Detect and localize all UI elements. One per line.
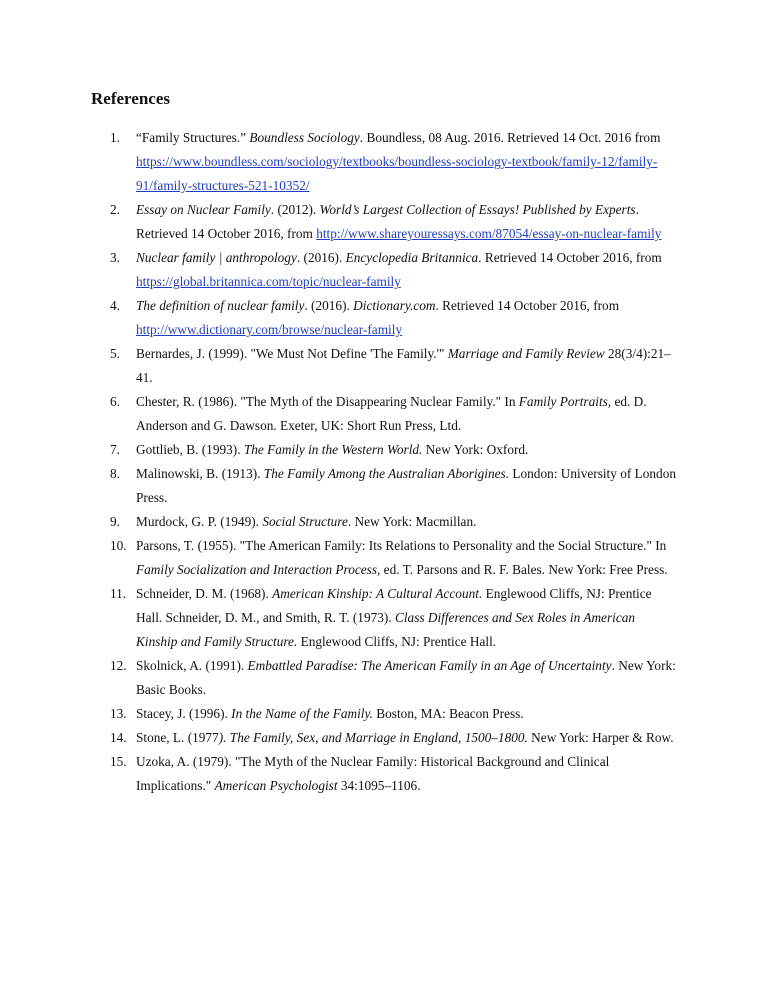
reference-text-segment: Gottlieb, B. (1993). [136, 442, 244, 457]
reference-text-segment: Murdock, G. P. (1949). [136, 514, 263, 529]
reference-number: 1. [110, 130, 120, 145]
reference-number: 15. [110, 754, 127, 769]
reference-text-segment: . New York: Macmillan. [347, 514, 477, 529]
reference-text-segment: Boston, MA: Beacon Press. [372, 706, 524, 721]
reference-item [0, 582, 768, 654]
reference-number: 11. [110, 586, 127, 601]
reference-title-italic: Marriage and Family Review [447, 346, 605, 361]
reference-number: 4. [110, 298, 120, 313]
reference-item [0, 342, 768, 390]
reference-title-italic: Family Portraits, [518, 394, 612, 409]
reference-item [0, 726, 768, 750]
reference-item [0, 294, 768, 342]
reference-title-italic: Family Socialization and Interaction Process, [136, 562, 381, 577]
reference-number: 6. [110, 394, 120, 409]
reference-title-italic: The Family in the Western World. [243, 442, 423, 457]
reference-title-italic: Essay on Nuclear Family [136, 202, 271, 217]
reference-text [136, 198, 678, 246]
reference-text-segment: Bernardes, J. (1999). "We Must Not Define 'The Family.'" [136, 346, 448, 361]
reference-title-italic: American Kinship: A Cultural Account. [272, 586, 483, 601]
reference-number: 12. [110, 658, 127, 673]
reference-item [0, 510, 768, 534]
reference-link[interactable]: http://www.dictionary.com/browse/nuclear-family [136, 322, 403, 337]
reference-title-italic: Encyclopedia Britannica [345, 250, 479, 265]
reference-text [136, 438, 678, 462]
reference-item [0, 390, 768, 438]
reference-text [136, 294, 678, 342]
reference-text-segment: Stacey, J. (1996). [136, 706, 232, 721]
reference-number: 13. [110, 706, 127, 721]
reference-text-segment: Skolnick, A. (1991). [136, 658, 248, 673]
reference-text-segment: “Family Structures.” [136, 130, 250, 145]
reference-title-italic: The definition of nuclear family [136, 298, 305, 313]
reference-text [136, 510, 678, 534]
reference-title-italic: American Psychologist [214, 778, 338, 793]
reference-title-italic: World’s Largest Collection of Essays! Published by Experts [319, 202, 636, 217]
reference-text-segment: Schneider, D. M. (1968). [136, 586, 273, 601]
reference-text-segment: Englewood Cliffs, NJ: Prentice Hall. Schneider, D. M., and Smith, R. T. (1973). [136, 586, 652, 625]
reference-item [0, 702, 768, 726]
reference-number: 7. [110, 442, 120, 457]
reference-text-segment: . New York: Basic Books. [136, 658, 676, 697]
reference-text [136, 462, 678, 510]
reference-text [136, 534, 678, 582]
reference-number: 5. [110, 346, 120, 361]
reference-item [0, 198, 768, 246]
reference-number: 10. [110, 538, 127, 553]
reference-text-segment: Malinowski, B. (1913). [136, 466, 264, 481]
reference-text-segment: . (2012). [270, 202, 320, 217]
reference-title-italic: Nuclear family | anthropology [136, 250, 297, 265]
reference-text [136, 750, 678, 798]
reference-title-italic: Class Differences and Sex Roles in American Kinship and Family Structure. [136, 610, 636, 649]
reference-title-italic: Social Structure [262, 514, 348, 529]
reference-text-segment: New York: Harper & Row. [527, 730, 674, 745]
reference-text [136, 246, 678, 294]
reference-text-segment: ed. D. Anderson and G. Dawson. Exeter, UK: Short Run Press, Ltd. [136, 394, 647, 433]
reference-text [136, 582, 678, 654]
reference-text [136, 654, 678, 702]
reference-text-segment: ed. T. Parsons and R. F. Bales. New York: Free Press. [380, 562, 668, 577]
reference-text-segment: Parsons, T. (1955). "The American Family: Its Relations to Personality and the Social Structure." In [136, 538, 667, 553]
reference-link[interactable]: https://www.boundless.com/sociology/textbooks/boundless-sociology-textbook/family-12/family-91/family-structures-521-10352/ [136, 154, 658, 193]
reference-text-segment: . Retrieved 14 October 2016, from [136, 202, 639, 241]
reference-link[interactable]: http://www.shareyouressays.com/87054/essay-on-nuclear-family [316, 226, 662, 241]
reference-text-segment: . (2016). [304, 298, 354, 313]
reference-title-italic: The Family Among the Australian Aborigines. [263, 466, 510, 481]
reference-text-segment: . Retrieved 14 October 2016, from [435, 298, 620, 313]
reference-item [0, 534, 768, 582]
reference-item [0, 654, 768, 702]
reference-item [0, 126, 768, 198]
reference-text [136, 342, 678, 390]
reference-text [136, 126, 678, 198]
references-heading: References [91, 89, 170, 108]
reference-title-italic: In the Name of the Family. [231, 706, 373, 721]
reference-number: 2. [110, 202, 120, 217]
reference-text [136, 726, 678, 750]
reference-number: 8. [110, 466, 120, 481]
reference-title-italic: Embattled Paradise: The American Family in an Age of Uncertainty [247, 658, 612, 673]
reference-number: 14. [110, 730, 127, 745]
reference-text [136, 702, 678, 726]
reference-title-italic: Boundless Sociology [249, 130, 360, 145]
reference-item [0, 750, 768, 798]
reference-item [0, 462, 768, 510]
reference-text-segment: Chester, R. (1986). "The Myth of the Disappearing Nuclear Family." In [136, 394, 519, 409]
reference-text-segment: . Boundless, 08 Aug. 2016. Retrieved 14 Oct. 2016 from [359, 130, 661, 145]
reference-title-italic: Dictionary.com [353, 298, 436, 313]
reference-number: 9. [110, 514, 120, 529]
reference-text-segment: Uzoka, A. (1979). "The Myth of the Nuclear Family: Historical Background and Clinical Implications." [136, 754, 610, 793]
reference-text-segment: 34:1095–1106. [337, 778, 421, 793]
reference-text-segment: Stone, L. (1977 [136, 730, 219, 745]
reference-title-italic: ). The Family, Sex, and Marriage in England, 1500–1800. [218, 730, 528, 745]
reference-link[interactable]: https://global.britannica.com/topic/nuclear-family [136, 274, 401, 289]
reference-text-segment: New York: Oxford. [422, 442, 529, 457]
reference-text-segment: 28(3/4):21–41. [136, 346, 671, 385]
reference-text-segment: London: University of London Press. [136, 466, 676, 505]
reference-list [0, 126, 768, 798]
reference-item [0, 438, 768, 462]
reference-text-segment: . (2016). [296, 250, 346, 265]
reference-item [0, 246, 768, 294]
reference-text-segment: Englewood Cliffs, NJ: Prentice Hall. [297, 634, 497, 649]
reference-text [136, 390, 678, 438]
reference-number: 3. [110, 250, 120, 265]
reference-text-segment: . Retrieved 14 October 2016, from [478, 250, 662, 265]
